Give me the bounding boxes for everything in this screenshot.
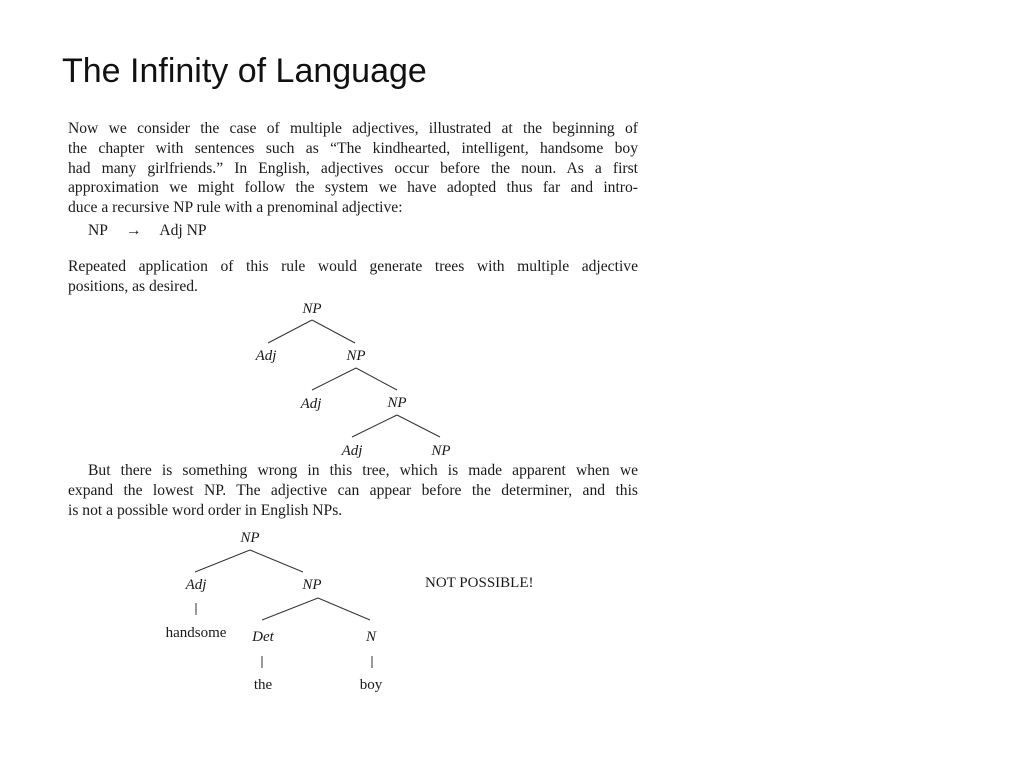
tree2-branch — [195, 550, 250, 572]
tree2-n-label: N — [365, 629, 377, 645]
tree2-branch — [250, 550, 303, 572]
text-line: approximation we might follow the system we have adopted thus far and intro- — [68, 179, 638, 197]
tree1-branch — [356, 368, 397, 390]
tree2-det-word: the — [253, 677, 273, 693]
tree1-np3-label: NP — [431, 443, 451, 459]
tree2-branch — [318, 598, 370, 620]
text-line: expand the lowest NP. The adjective can appear before the determiner, and this — [68, 481, 638, 499]
tree1-branch — [312, 320, 355, 343]
tree1-adj1-label: Adj — [255, 348, 277, 364]
not-possible-label: NOT POSSIBLE! — [425, 575, 534, 591]
tree2-det-label: Det — [252, 629, 274, 645]
tree2-branch — [262, 598, 318, 620]
text-line: duce a recursive NP rule with a prenominal adjective: — [68, 199, 403, 217]
tree2-np-label: NP — [302, 577, 322, 593]
text-line: positions, as desired. — [68, 277, 198, 295]
tree1-branch — [397, 415, 440, 437]
tree1-branch — [312, 368, 356, 390]
tree2-root-label: NP — [240, 530, 260, 546]
rule-rhs: Adj NP — [159, 222, 207, 239]
impossible-np-tree — [166, 530, 383, 693]
tree1-branch — [268, 320, 312, 343]
tree2-adj-word: handsome — [165, 625, 227, 641]
paragraph-problem — [68, 461, 638, 520]
rule-arrow: → — [125, 222, 142, 239]
text-line: Repeated application of this rule would generate trees with multiple adjective — [68, 258, 638, 275]
text-line: But there is something wrong in this tree, which is made apparent when we — [88, 462, 638, 479]
text-line: had many girlfriends.” In English, adjectives occur before the noun. As a first — [68, 159, 638, 177]
slide-title: The Infinity of Language — [62, 52, 427, 90]
text-line: the chapter with sentences such as “The kindhearted, intelligent, handsome boy — [68, 139, 638, 157]
tree1-branch — [352, 415, 397, 437]
text-line: Now we consider the case of multiple adjectives, illustrated at the beginning of — [68, 120, 638, 137]
tree1-np2-label: NP — [387, 395, 407, 411]
tree2-adj-label: Adj — [185, 577, 207, 593]
rule-lhs: NP — [88, 222, 108, 239]
text-line: is not a possible word order in English NPs. — [68, 501, 343, 519]
tree1-adj2-label: Adj — [300, 396, 322, 412]
tree1-root-label: NP — [302, 301, 322, 317]
tree1-np1-label: NP — [346, 348, 366, 364]
tree1-adj3-label: Adj — [341, 443, 363, 459]
tree2-n-word: boy — [359, 677, 383, 693]
recursive-np-tree — [255, 301, 451, 459]
